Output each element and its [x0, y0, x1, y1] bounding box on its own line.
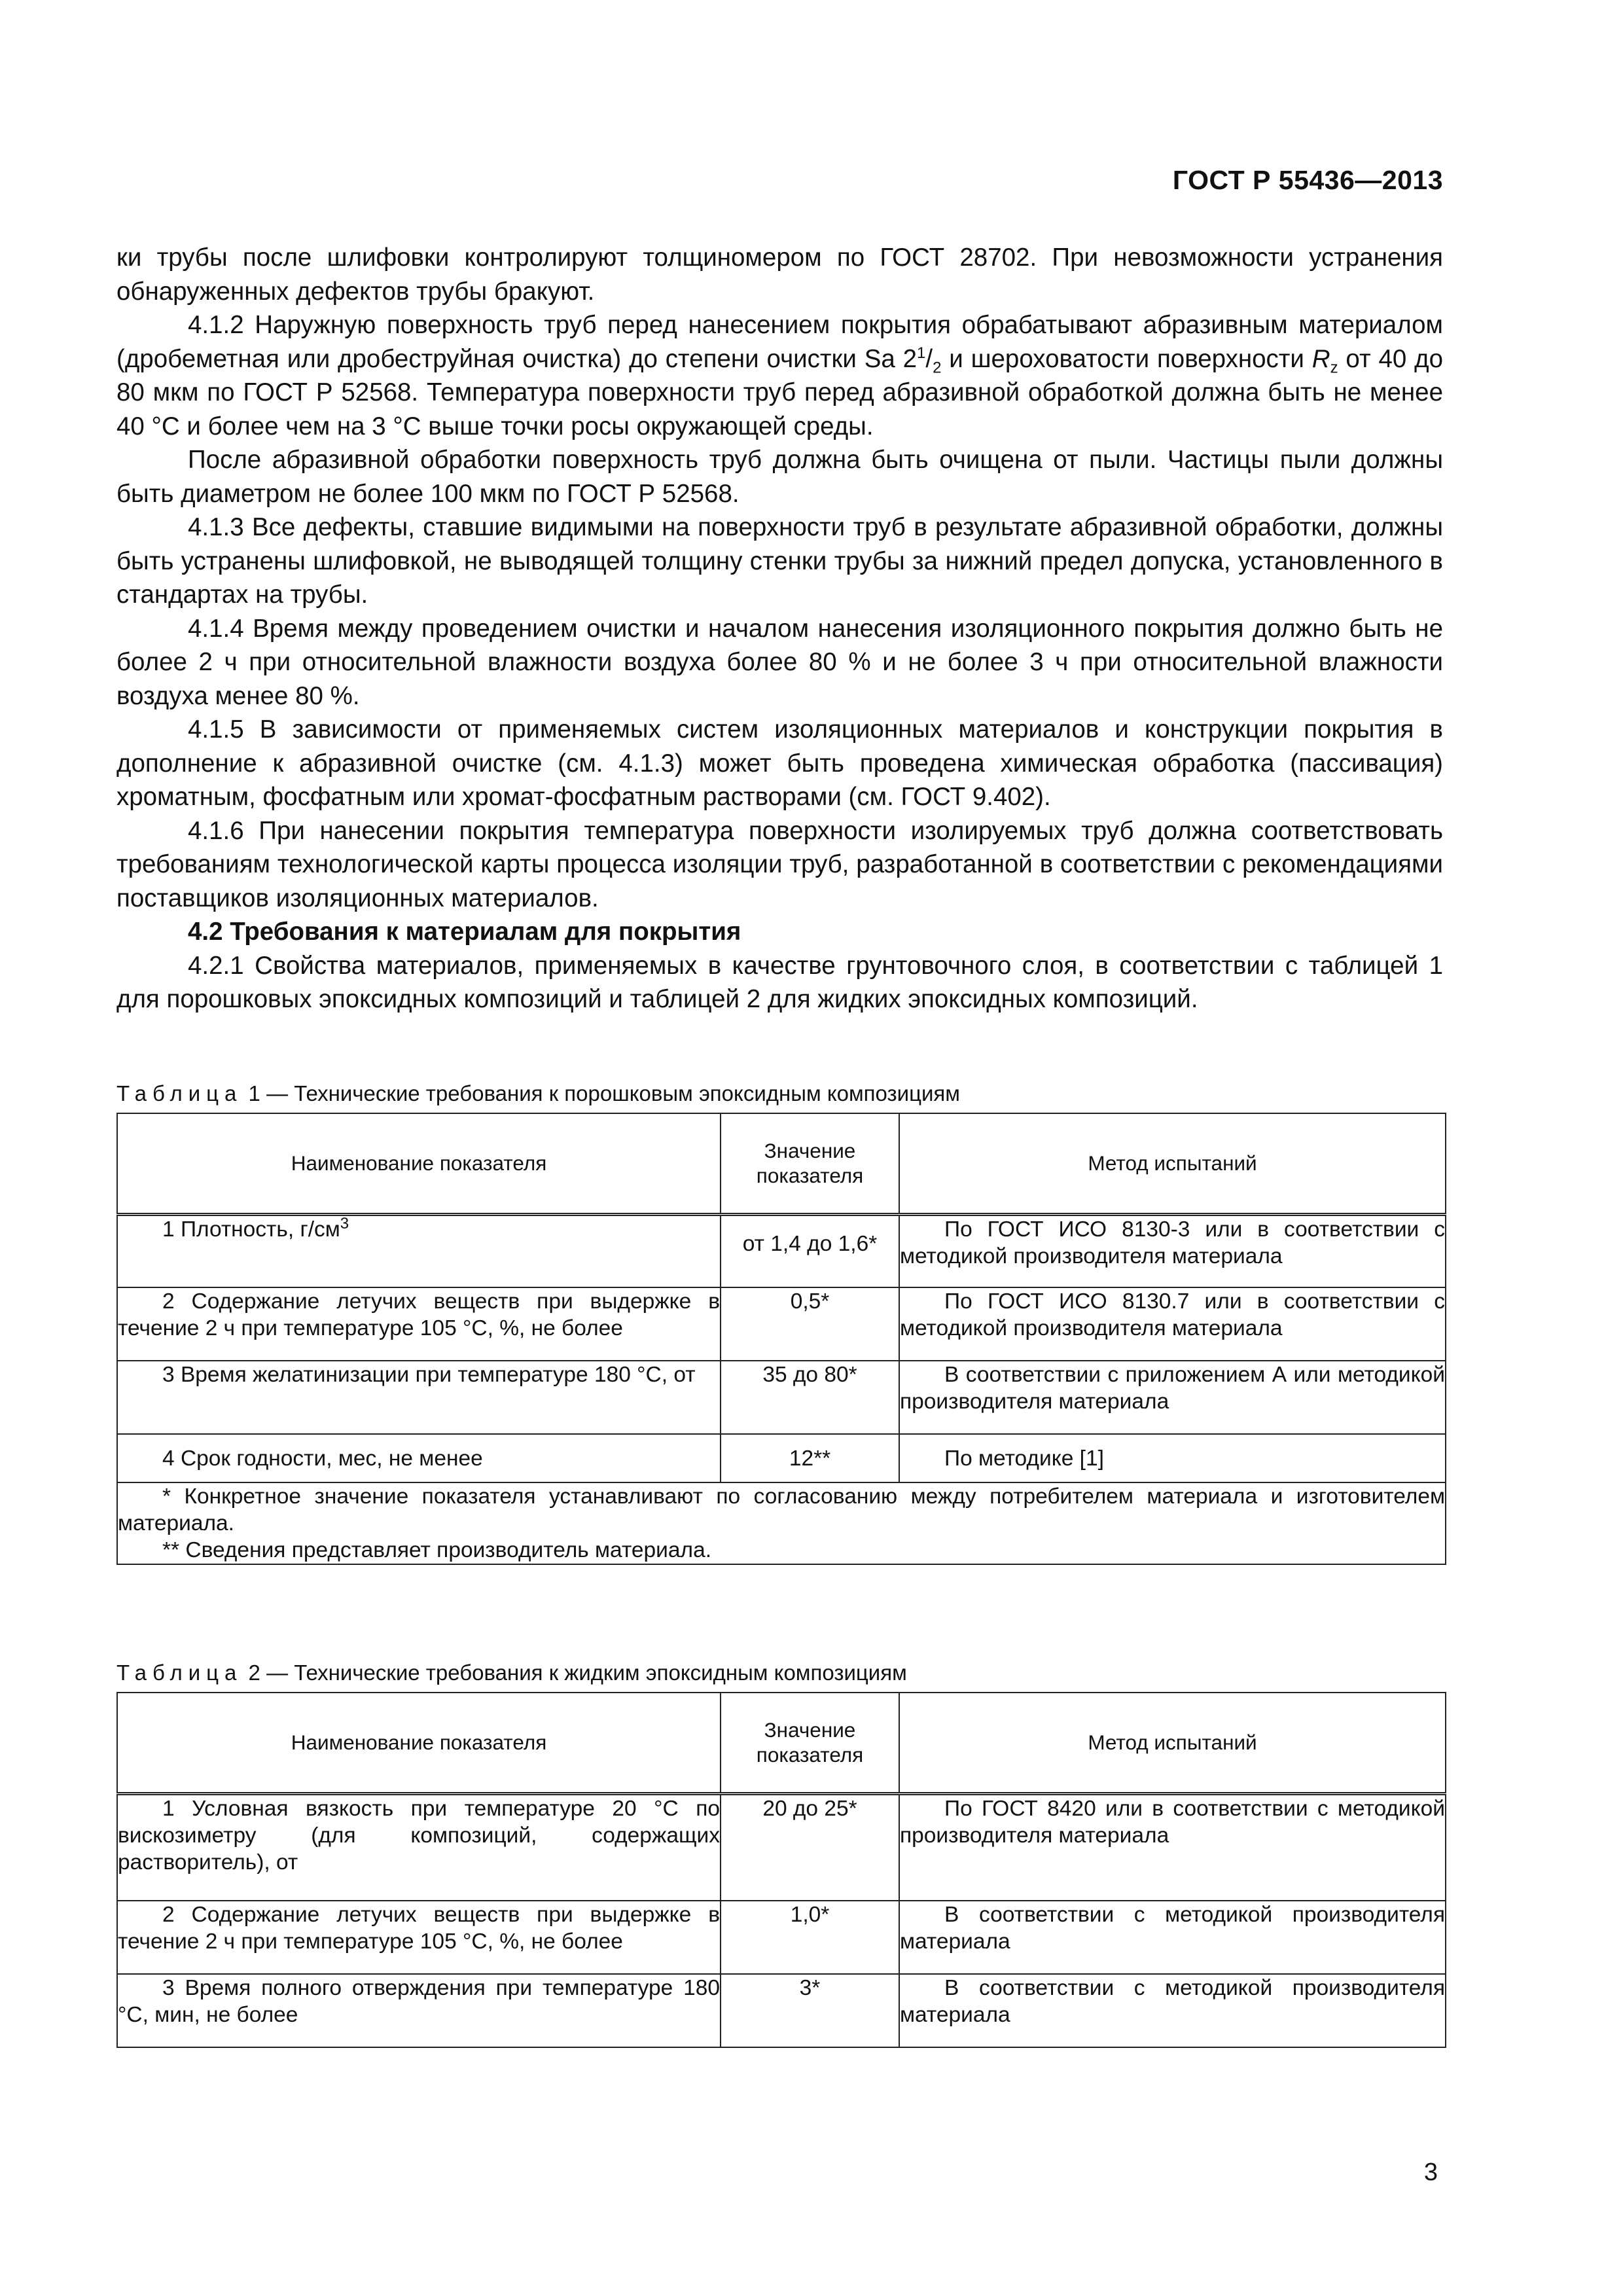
- fraction-slash: /: [925, 344, 933, 373]
- row-method-text: В соответствии с приложением А или методикой производителя материала: [900, 1363, 1445, 1414]
- row-name-text: 2 Содержание летучих веществ при выдержке в течение 2 ч при температуре 105 °С, %, не более: [118, 1903, 720, 1954]
- row-name: [117, 1434, 721, 1482]
- row-method-text: По ГОСТ 8420 или в соответствии с методикой производителя материала: [900, 1796, 1445, 1848]
- standard-code: ГОСТ Р 55436—2013: [1172, 165, 1443, 195]
- row-value: 20 до 25*: [721, 1793, 899, 1901]
- table2: [116, 1692, 1446, 2048]
- paragraph-4-1-3: 4.1.3 Все дефекты, ставшие видимыми на поверхности труб в результате абразивной обработки, должны быть устранены шлифовкой, не выводящей толщину стенки трубы за нижний предел допуска, установленного в стандартах на трубы.: [116, 513, 1443, 609]
- row-method: [899, 1361, 1446, 1434]
- row-name: [117, 1214, 721, 1287]
- row-value: 35 до 80*: [721, 1361, 899, 1434]
- row-name: [117, 1361, 721, 1434]
- column-header-name: Наименование показателя: [117, 1693, 721, 1793]
- row-value: 12**: [721, 1434, 899, 1482]
- row-method-text: По ГОСТ ИСО 8130-3 или в соответствии с методикой производителя материала: [900, 1217, 1445, 1268]
- row-name-text: 1 Плотность, г/см: [162, 1217, 340, 1242]
- footnote: * Конкретное значение показателя устанавливают по согласованию между потребителем материала и изготовителем материала.: [118, 1484, 1445, 1535]
- table-row: [117, 1974, 1446, 2047]
- table-row: [117, 1434, 1446, 1482]
- page-number: 3: [1423, 2159, 1438, 2186]
- row-value: 3*: [721, 1974, 899, 2047]
- row-method: [899, 1901, 1446, 1974]
- roughness-symbol: R: [1311, 344, 1330, 373]
- paragraph-4-1-6: 4.1.6 При нанесении покрытия температура поверхности изолируемых труб должна соответствовать требованиям технологической карты процесса изоляции труб, разработанной в соответствии с рекомендациями поставщиков изоляционных материалов.: [116, 816, 1443, 912]
- fraction-denominator: 2: [933, 359, 942, 377]
- unit-exponent: 3: [340, 1214, 349, 1232]
- row-method: [899, 1793, 1446, 1901]
- column-header-name: Наименование показателя: [117, 1113, 721, 1214]
- fraction-numerator: 1: [917, 344, 926, 362]
- table-notes-row: [117, 1482, 1446, 1564]
- roughness-subscript: z: [1330, 359, 1338, 377]
- table1: [116, 1113, 1446, 1565]
- table2-caption-text: 2 — Технические требования к жидким эпоксидным композициям: [242, 1660, 907, 1685]
- row-method-text: По методике [1]: [944, 1446, 1104, 1471]
- table2-caption: [116, 1660, 1452, 1685]
- table1-caption: [116, 1081, 1452, 1106]
- paragraph-4-1-2-text-a: 4.1.2 Наружную поверхность труб перед нанесением покрытия обрабатывают абразивным материалом (дробеметная или дробеструйная очистка) до степени очистки Sa 2: [116, 311, 1443, 373]
- table-header-row: [117, 1113, 1446, 1214]
- table-row: [117, 1287, 1446, 1361]
- row-method-text: В соответствии с методикой производителя материала: [900, 1976, 1445, 2027]
- row-method: [899, 1214, 1446, 1287]
- row-name: [117, 1901, 721, 1974]
- table-row: [117, 1361, 1446, 1434]
- section-title-4-2: 4.2 Требования к материалам для покрытия: [188, 918, 741, 946]
- row-method: [899, 1287, 1446, 1361]
- table1-caption-text: 1 — Технические требования к порошковым эпоксидным композициям: [242, 1081, 960, 1105]
- paragraph-4-1-2: [116, 308, 1443, 443]
- row-name: [117, 1974, 721, 2047]
- table1-notes: [117, 1482, 1446, 1564]
- paragraph-continuation: ки трубы после шлифовки контролируют толщиномером по ГОСТ 28702. При невозможности устранения обнаруженных дефектов трубы бракуют.: [116, 243, 1443, 306]
- row-method: [899, 1434, 1446, 1482]
- row-method-text: В соответствии с методикой производителя материала: [900, 1903, 1445, 1954]
- row-value: от 1,4 до 1,6*: [721, 1214, 899, 1287]
- column-header-value: Значение показателя: [721, 1113, 899, 1214]
- row-name-text: 3 Время полного отверждения при температуре 180 °С, мин, не более: [118, 1976, 720, 2027]
- table-row: [117, 1901, 1446, 1974]
- row-value: 0,5*: [721, 1287, 899, 1361]
- column-header-method: Метод испытаний: [899, 1693, 1446, 1793]
- footnote: ** Сведения представляет производитель материала.: [162, 1538, 712, 1562]
- row-method: [899, 1974, 1446, 2047]
- row-method-text: По ГОСТ ИСО 8130.7 или в соответствии с методикой производителя материала: [900, 1289, 1445, 1340]
- row-name-text: 1 Условная вязкость при температуре 20 °С по вискозиметру (для композиций, содержащих растворитель), от: [118, 1796, 720, 1874]
- paragraph-4-1-2-text-c: от 40 до 80 мкм по ГОСТ Р 52568. Температура поверхности труб перед абразивной обработкой должна быть не менее 40 °С и более чем на 3 °С выше точки росы окружающей среды.: [116, 344, 1443, 440]
- row-value: 1,0*: [721, 1901, 899, 1974]
- paragraph-4-1-2-text-b: и шероховатости поверхности: [941, 344, 1312, 373]
- table-row: [117, 1214, 1446, 1287]
- row-name: [117, 1793, 721, 1901]
- paragraph-4-2-1: 4.2.1 Свойства материалов, применяемых в качестве грунтовочного слоя, в соответствии с таблицей 1 для порошковых эпоксидных композиций и таблицей 2 для жидких эпоксидных композиций.: [116, 951, 1443, 1013]
- row-name-text: 4 Срок годности, мес, не менее: [162, 1446, 483, 1471]
- column-header-method: Метод испытаний: [899, 1113, 1446, 1214]
- row-name: [117, 1287, 721, 1361]
- paragraph-4-1-5: 4.1.5 В зависимости от применяемых систем изоляционных материалов и конструкции покрытия в дополнение к абразивной очистке (см. 4.1.3) может быть проведена химическая обработка (пассивация) хроматным, фосфатным или хромат-фосфатным растворами (см. ГОСТ 9.402).: [116, 715, 1443, 811]
- table2-caption-word: Таблица: [116, 1660, 243, 1685]
- table-header-row: [117, 1693, 1446, 1793]
- paragraph-4-1-4: 4.1.4 Время между проведением очистки и началом нанесения изоляционного покрытия должно быть не более 2 ч при относительной влажности воздуха более 80 % и не более 3 ч при относительной влажности воздуха менее 80 %.: [116, 614, 1443, 710]
- table-row: [117, 1793, 1446, 1901]
- row-name-text: 3 Время желатинизации при температуре 180 °С, от: [162, 1363, 696, 1387]
- document-body: [116, 241, 1443, 1016]
- table1-caption-word: Таблица: [116, 1081, 243, 1105]
- paragraph-dust: После абразивной обработки поверхность труб должна быть очищена от пыли. Частицы пыли должны быть диаметром не более 100 мкм по ГОСТ Р 52568.: [116, 446, 1443, 508]
- row-name-text: 2 Содержание летучих веществ при выдержке в течение 2 ч при температуре 105 °С, %, не более: [118, 1289, 720, 1340]
- column-header-value: Значение показателя: [721, 1693, 899, 1793]
